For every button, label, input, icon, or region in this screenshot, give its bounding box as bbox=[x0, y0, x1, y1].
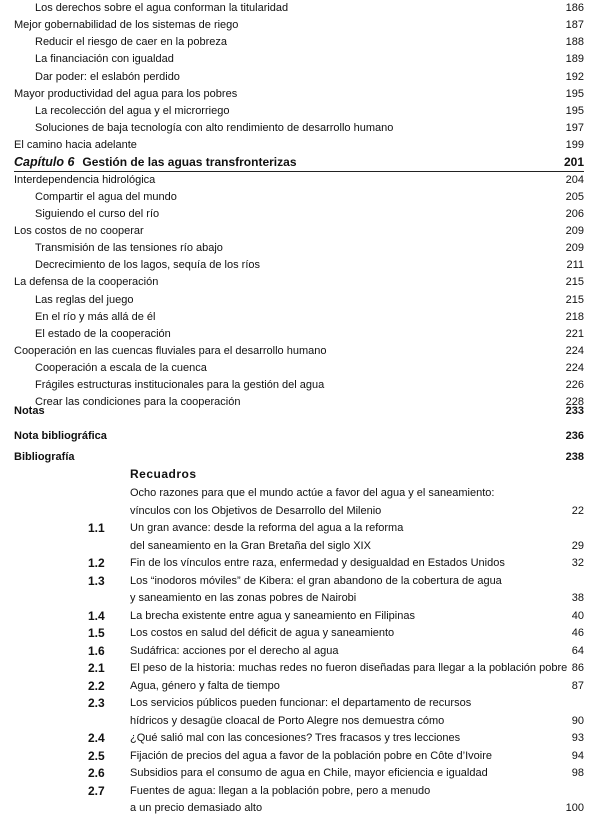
toc-entry[interactable] bbox=[0, 120, 600, 137]
toc-entry[interactable] bbox=[0, 103, 600, 120]
section-title: Nota bibliográfica bbox=[14, 430, 107, 442]
toc-entry-page: 228 bbox=[565, 396, 584, 409]
section-page: 236 bbox=[565, 430, 584, 442]
toc-entry[interactable] bbox=[0, 240, 600, 257]
toc-entry-page: 204 bbox=[565, 173, 584, 186]
toc-entry[interactable] bbox=[0, 189, 600, 206]
toc-entry-page: 224 bbox=[565, 345, 584, 357]
toc-entry-page: 215 bbox=[565, 293, 584, 306]
toc-entry-page: 209 bbox=[565, 224, 584, 237]
section-entry[interactable] bbox=[0, 403, 600, 420]
box-page: 86 bbox=[571, 662, 584, 674]
toc-entry-title: Las reglas del juego bbox=[35, 293, 134, 306]
toc-entry-title: Siguiendo el curso del río bbox=[35, 207, 160, 220]
toc-entry-page: 226 bbox=[565, 379, 584, 392]
toc-entry[interactable] bbox=[0, 309, 600, 326]
box-page: 90 bbox=[571, 714, 584, 727]
toc-entry[interactable] bbox=[0, 137, 600, 154]
box-entry[interactable] bbox=[0, 573, 600, 608]
box-page: 98 bbox=[571, 767, 584, 779]
box-page: 93 bbox=[571, 732, 584, 744]
toc-entry-title bbox=[14, 154, 297, 171]
box-title-line: hídricos y desagüe cloacal de Porto Alegre nos demuestra cómo bbox=[130, 714, 445, 727]
toc-entry-page: 195 bbox=[565, 87, 584, 100]
toc-entry[interactable] bbox=[0, 292, 600, 309]
toc-entry-title: Transmisión de las tensiones río abajo bbox=[35, 242, 223, 255]
toc-entry-title: Mejor gobernabilidad de los sistemas de riego bbox=[14, 19, 239, 32]
toc-entry-page: 206 bbox=[565, 207, 584, 220]
box-page: 100 bbox=[565, 802, 584, 814]
section-entry[interactable] bbox=[0, 449, 600, 466]
toc-entry-page: 221 bbox=[565, 327, 584, 340]
toc-entry-page: 199 bbox=[565, 139, 584, 152]
section-title: Bibliografía bbox=[14, 451, 75, 463]
toc-entry-title: Cooperación en las cuencas fluviales para el desarrollo humano bbox=[14, 345, 327, 357]
box-number: 1.6 bbox=[88, 643, 105, 658]
chapter-heading[interactable] bbox=[0, 154, 600, 171]
box-entry[interactable] bbox=[0, 643, 600, 661]
box-title-line: Subsidios para el consumo de agua en Chile, mayor eficiencia e igualdad bbox=[130, 767, 488, 779]
box-entry[interactable] bbox=[0, 748, 600, 766]
toc-entry-title: La defensa de la cooperación bbox=[14, 276, 159, 289]
box-title-line: El peso de la historia: muchas redes no fueron diseñadas para llegar a la población pobre bbox=[130, 662, 568, 674]
box-page: 64 bbox=[571, 644, 584, 657]
toc-entry-title: Compartir el agua del mundo bbox=[35, 190, 177, 203]
toc-entry[interactable] bbox=[0, 223, 600, 240]
box-title-line: Los costos en salud del déficit de agua y saneamiento bbox=[130, 627, 395, 639]
toc-entry[interactable] bbox=[0, 360, 600, 377]
box-title-line: y saneamiento en las zonas pobres de Nairobi bbox=[130, 592, 357, 604]
toc-entry-title: La financiación con igualdad bbox=[35, 53, 174, 66]
box-title-line: del saneamiento en la Gran Bretaña del siglo XIX bbox=[130, 539, 371, 552]
box-title-line: Fin de los vínculos entre raza, enfermedad y desigualdad en Estados Unidos bbox=[130, 557, 505, 569]
box-title-line: Los “inodoros móviles” de Kibera: el gran abandono de la cobertura de agua bbox=[130, 574, 502, 587]
box-number: 1.4 bbox=[88, 608, 105, 623]
box-title-line: Ocho razones para que el mundo actúe a favor del agua y el saneamiento: bbox=[130, 487, 495, 499]
box-entry[interactable] bbox=[0, 555, 600, 573]
section-title: Notas bbox=[14, 405, 45, 417]
box-number: 1.5 bbox=[88, 626, 105, 640]
box-page: 22 bbox=[571, 504, 584, 517]
toc-entry-title: Soluciones de baja tecnología con alto rendimiento de desarrollo humano bbox=[35, 122, 394, 135]
box-title-line: Los servicios públicos pueden funcionar: el departamento de recursos bbox=[130, 697, 472, 709]
box-page: 87 bbox=[571, 679, 584, 692]
toc-entry[interactable] bbox=[0, 377, 600, 394]
toc-entry-title: Dar poder: el eslabón perdido bbox=[35, 70, 180, 83]
box-entry[interactable] bbox=[0, 625, 600, 643]
box-title-line: ¿Qué salió mal con las concesiones? Tres fracasos y tres lecciones bbox=[130, 732, 461, 744]
toc-entry-page: 187 bbox=[565, 19, 584, 32]
toc-entry-title: Decrecimiento de los lagos, sequía de los ríos bbox=[35, 259, 261, 272]
toc-entry[interactable] bbox=[0, 34, 600, 51]
box-title-line: Agua, género y falta de tiempo bbox=[130, 679, 280, 692]
section-page: 233 bbox=[565, 405, 584, 417]
box-title-line: Fijación de precios del agua a favor de la población pobre en Côte d’Ivoire bbox=[130, 749, 493, 762]
toc-entry-title: Cooperación a escala de la cuenca bbox=[35, 362, 207, 375]
box-page: 38 bbox=[571, 592, 584, 604]
box-title-line: vínculos con los Objetivos de Desarrollo del Milenio bbox=[130, 504, 382, 517]
toc-entry-title: En el río y más allá de él bbox=[35, 310, 156, 323]
toc-entry-title: La recolección del agua y el microrriego bbox=[35, 104, 230, 117]
section-entry[interactable] bbox=[0, 428, 600, 445]
recuadros-heading: Recuadros bbox=[130, 467, 197, 481]
toc-entry-page: 188 bbox=[565, 36, 584, 49]
toc-entry-page: 189 bbox=[565, 53, 584, 66]
box-title-line: La brecha existente entre agua y saneamiento en Filipinas bbox=[130, 609, 415, 622]
box-number: 2.2 bbox=[88, 678, 105, 693]
toc-entry-title: El estado de la cooperación bbox=[35, 327, 171, 340]
box-entry[interactable] bbox=[0, 783, 600, 818]
chapter-title: Gestión de las aguas transfronterizas bbox=[82, 155, 297, 170]
toc-entry-page: 192 bbox=[565, 70, 584, 83]
toc-entry[interactable] bbox=[0, 17, 600, 34]
toc-entry-page: 218 bbox=[565, 310, 584, 323]
chapter-label: Capítulo 6 bbox=[14, 155, 75, 170]
box-number: 2.7 bbox=[88, 783, 105, 798]
box-page: 32 bbox=[571, 557, 584, 569]
toc-entry-title: Mayor productividad del agua para los pobres bbox=[14, 87, 238, 100]
toc-entry[interactable] bbox=[0, 0, 600, 17]
box-title-line: Sudáfrica: acciones por el derecho al agua bbox=[130, 644, 339, 657]
toc-entry[interactable] bbox=[0, 257, 600, 274]
box-number: 2.3 bbox=[88, 696, 105, 710]
toc-entry-page: 224 bbox=[565, 362, 584, 375]
toc-entry-title: Los derechos sobre el agua conforman la titularidad bbox=[35, 2, 289, 14]
toc-entry[interactable] bbox=[0, 343, 600, 360]
toc-entry[interactable] bbox=[0, 274, 600, 291]
box-entry[interactable] bbox=[0, 520, 600, 555]
section-page: 238 bbox=[565, 451, 584, 463]
box-entry[interactable] bbox=[0, 608, 600, 626]
toc-entry-page: 195 bbox=[565, 104, 584, 117]
toc-entry-page: 186 bbox=[565, 2, 584, 14]
box-entry[interactable] bbox=[0, 765, 600, 783]
toc-entry-title: Frágiles estructuras institucionales para la gestión del agua bbox=[35, 379, 325, 392]
box-number: 2.4 bbox=[88, 731, 105, 745]
box-page: 29 bbox=[571, 539, 584, 552]
box-number: 1.1 bbox=[88, 521, 105, 535]
box-title-line: Fuentes de agua: llegan a la población pobre, pero a menudo bbox=[130, 784, 431, 797]
box-entry[interactable] bbox=[0, 730, 600, 748]
toc-entry[interactable] bbox=[0, 172, 600, 189]
toc-entry-title: Crear las condiciones para la cooperación bbox=[35, 396, 241, 409]
box-number: 2.6 bbox=[88, 766, 105, 780]
toc-entry[interactable] bbox=[0, 86, 600, 103]
toc-entry-page: 209 bbox=[565, 242, 584, 255]
box-entry[interactable] bbox=[0, 678, 600, 696]
toc-entry[interactable] bbox=[0, 51, 600, 68]
box-number: 1.2 bbox=[88, 556, 105, 570]
toc-entry-title: El camino hacia adelante bbox=[14, 139, 137, 152]
box-number: 2.5 bbox=[88, 748, 105, 763]
toc-entry-page: 215 bbox=[565, 276, 584, 289]
box-number: 2.1 bbox=[88, 661, 105, 675]
toc-entry-page: 205 bbox=[565, 190, 584, 203]
box-title-line: a un precio demasiado alto bbox=[130, 802, 263, 814]
toc-entry-title: Los costos de no cooperar bbox=[14, 224, 144, 237]
box-entry[interactable] bbox=[0, 695, 600, 730]
toc-entry-page: 201 bbox=[563, 155, 584, 170]
toc-entry-page: 211 bbox=[566, 259, 584, 272]
toc-entry-title: Interdependencia hidrológica bbox=[14, 173, 156, 186]
box-title-line: Un gran avance: desde la reforma del agua a la reforma bbox=[130, 522, 404, 534]
box-page: 94 bbox=[571, 749, 584, 762]
toc-entry-title: Reducir el riesgo de caer en la pobreza bbox=[35, 36, 228, 49]
box-entry[interactable] bbox=[0, 660, 600, 678]
toc-entry-page: 197 bbox=[565, 122, 584, 135]
toc-entry[interactable] bbox=[0, 69, 600, 86]
box-page: 40 bbox=[571, 609, 584, 622]
toc-entry[interactable] bbox=[0, 206, 600, 223]
toc-entry[interactable] bbox=[0, 326, 600, 343]
box-number: 1.3 bbox=[88, 573, 105, 588]
box-page: 46 bbox=[571, 627, 584, 639]
box-entry[interactable] bbox=[0, 485, 600, 520]
